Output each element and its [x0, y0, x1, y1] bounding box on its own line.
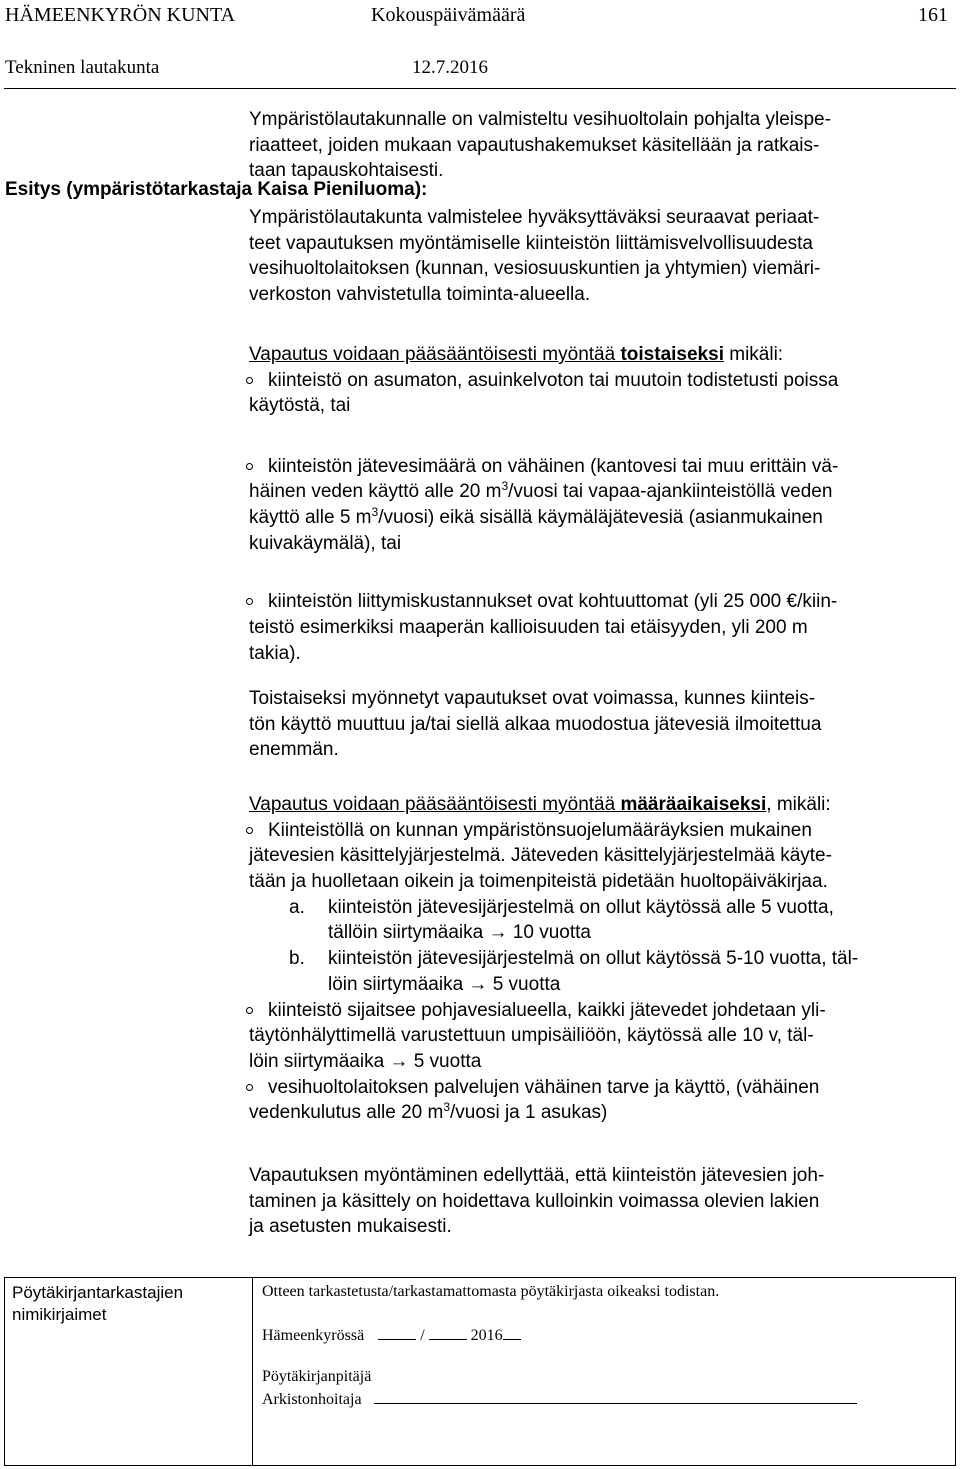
list-item: [249, 454, 838, 480]
text-line: kiinteistön jätevesimäärä on vähäinen (kantovesi tai muu erittäin vä-: [268, 455, 839, 477]
text-line: kiinteistön liittymiskustannukset ovat kohtuuttomat (yli 25 000 €/kiin-: [268, 591, 838, 613]
section-lead: [249, 342, 838, 368]
meeting-date: 12.7.2016: [412, 57, 488, 78]
proposal-heading: Esitys (ympäristötarkastaja Kaisa Pieniluoma):: [5, 179, 428, 200]
text-line: teistö esimerkiksi maaperän kallioisuuden tai etäisyyden, yli 200 m: [249, 616, 808, 638]
place-date-line: [262, 1325, 521, 1345]
certification-box: [253, 1278, 955, 1465]
role-secretary: Pöytäkirjanpitäjä: [262, 1368, 372, 1385]
section-lead: [249, 792, 832, 818]
text-line: teet vapautuksen myöntämiselle kiinteistön liittämisvelvollisuudesta: [249, 232, 813, 254]
text-line: verkoston vahvistetulla toiminta-alueella.: [249, 284, 591, 306]
intro-paragraph: [249, 107, 831, 184]
role-archivist: [262, 1389, 857, 1409]
month-blank: [429, 1325, 467, 1340]
list-item: [249, 998, 832, 1024]
text-fragment: käyttö alle 5 m: [249, 507, 372, 529]
indefinite-note-paragraph: [249, 686, 821, 763]
lead-text: Vapautus voidaan pääsääntöisesti myöntää: [249, 794, 621, 815]
signature-footer: [4, 1277, 956, 1466]
bullet-icon: [246, 1007, 253, 1014]
text-line: tällöin siirtymäaika → 10 vuotta: [328, 922, 591, 944]
bullet-icon: [246, 827, 253, 834]
text-line: Ympäristölautakunta valmistelee hyväksyttäväksi seuraavat periaat-: [249, 207, 820, 228]
fixed-term-exemption-section: [249, 792, 859, 1126]
text-fragment: häinen veden käyttö alle 20 m: [249, 481, 502, 503]
day-blank: [378, 1325, 416, 1340]
text-line: löin siirtymäaika → 5 vuotta: [328, 973, 561, 995]
text-line: täytönhälyttimellä varustettuun umpisäiliöön, käytössä alle 10 v, täl-: [249, 1025, 814, 1047]
text-line: kiinteistö sijaitsee pohjavesialueella, kaikki jätevedet johdetaan yli-: [268, 999, 826, 1021]
header-divider: [4, 88, 956, 89]
text-line: [249, 1100, 832, 1126]
text-fragment: /vuosi tai vapaa-ajankiinteistöllä veden: [508, 481, 833, 503]
text-line: tön käyttö muuttuu ja/tai siellä alkaa muodostua jätevesiä ilmoitettua: [249, 713, 822, 735]
indefinite-exemption-section: [249, 342, 838, 666]
text-fragment: vedenkulutus alle 20 m: [249, 1102, 444, 1124]
meeting-date-label: Kokouspäivämäärä: [371, 4, 526, 26]
role-archivist-label: Arkistonhoitaja: [262, 1391, 362, 1408]
text-line: Toistaiseksi myönnetyt vapautukset ovat voimassa, kunnes kiinteis-: [249, 688, 816, 709]
superscript: 3: [501, 479, 509, 494]
bullet-icon: [246, 377, 253, 384]
text-line: jätevesien käsittelyjärjestelmä. Jäteveden käsittelyjärjestelmää käyte-: [249, 845, 832, 867]
text-line: vesihuoltolaitoksen (kunnan, vesiosuuskuntien ja yhtymien) viemäri-: [249, 258, 821, 280]
inspector-initials-box: [5, 1278, 253, 1465]
closing-paragraph: [249, 1163, 824, 1240]
text-line: kiinteistön jätevesijärjestelmä on ollut käytössä 5-10 vuotta, täl-: [328, 948, 859, 970]
superscript: 3: [371, 505, 379, 520]
bullet-icon: [246, 1084, 253, 1091]
sub-item-b: [289, 946, 859, 972]
text-line: tään ja huolletaan oikein ja toimenpiteistä pidetään huoltopäiväkirjaa.: [249, 871, 828, 893]
text-line: taan tapauskohtaisesti.: [249, 160, 444, 182]
year-blank: [503, 1325, 521, 1340]
text-line: vesihuoltolaitoksen palvelujen vähäinen tarve ja käyttö, (vähäinen: [268, 1076, 820, 1098]
list-item: [249, 818, 832, 844]
certification-text: Otteen tarkastetusta/tarkastamattomasta pöytäkirjasta oikeaksi todistan.: [262, 1283, 720, 1300]
text-line: Ympäristölautakunnalle on valmisteltu vesihuoltolain pohjalta yleispe-: [249, 109, 831, 130]
text-line: [249, 479, 838, 505]
sub-item-label: b.: [289, 948, 305, 970]
text-line: löin siirtymäaika → 5 vuotta: [249, 1050, 482, 1072]
text-line: taminen ja käsittely on hoidettava kulloinkin voimassa olevien lakien: [249, 1190, 820, 1212]
org-name: HÄMEENKYRÖN KUNTA: [5, 4, 236, 26]
text-line: Vapautuksen myöntäminen edellyttää, että kiinteistön jätevesien joh-: [249, 1165, 825, 1186]
emphasis-maaraaikaiseksi: määräaikaiseksi: [620, 794, 767, 815]
text-line: riaatteet, joiden mukaan vapautushakemukset käsitellään ja ratkais-: [249, 134, 820, 156]
sub-item-label: a.: [289, 896, 305, 918]
place-name: Hämeenkyrössä: [262, 1327, 365, 1344]
signature-blank: [374, 1389, 857, 1404]
text-line: [249, 505, 838, 531]
text-fragment: /vuosi ja 1 asukas): [450, 1102, 608, 1124]
sub-item-a: [289, 895, 832, 921]
text-line: kiinteistön jätevesijärjestelmä on ollut käytössä alle 5 vuotta,: [328, 896, 834, 918]
text-line: enemmän.: [249, 739, 339, 761]
footer-label: nimikirjaimet: [12, 1305, 107, 1324]
list-item: [249, 589, 838, 615]
list-item: [249, 368, 838, 394]
lead-text: Vapautus voidaan pääsääntöisesti myöntää: [249, 344, 621, 365]
proposal-paragraph: [249, 205, 820, 308]
text-line: kiinteistö on asumaton, asuinkelvoton tai muutoin todistetusti poissa: [268, 369, 839, 391]
list-item: [249, 1075, 832, 1101]
text-line: Kiinteistöllä on kunnan ympäristönsuojelumääräyksien mukainen: [268, 819, 812, 841]
text-fragment: /vuosi) eikä sisällä käymäläjätevesiä (asianmukainen: [378, 507, 823, 529]
bullet-icon: [246, 463, 253, 470]
text-line: takia).: [249, 642, 301, 664]
lead-tail: , mikäli:: [766, 794, 831, 815]
emphasis-toistaiseksi: toistaiseksi: [620, 344, 724, 365]
committee-name: Tekninen lautakunta: [5, 57, 160, 78]
lead-tail: mikäli:: [723, 344, 784, 365]
text-line: ja asetusten mukaisesti.: [249, 1216, 452, 1238]
superscript: 3: [443, 1100, 451, 1115]
text-line: kuivakäymälä), tai: [249, 532, 402, 554]
year-text: 2016: [470, 1327, 503, 1344]
date-slash: /: [420, 1327, 425, 1344]
page-number: 161: [918, 4, 948, 26]
text-line: käytöstä, tai: [249, 395, 351, 417]
footer-label: Pöytäkirjantarkastajien: [12, 1283, 184, 1302]
